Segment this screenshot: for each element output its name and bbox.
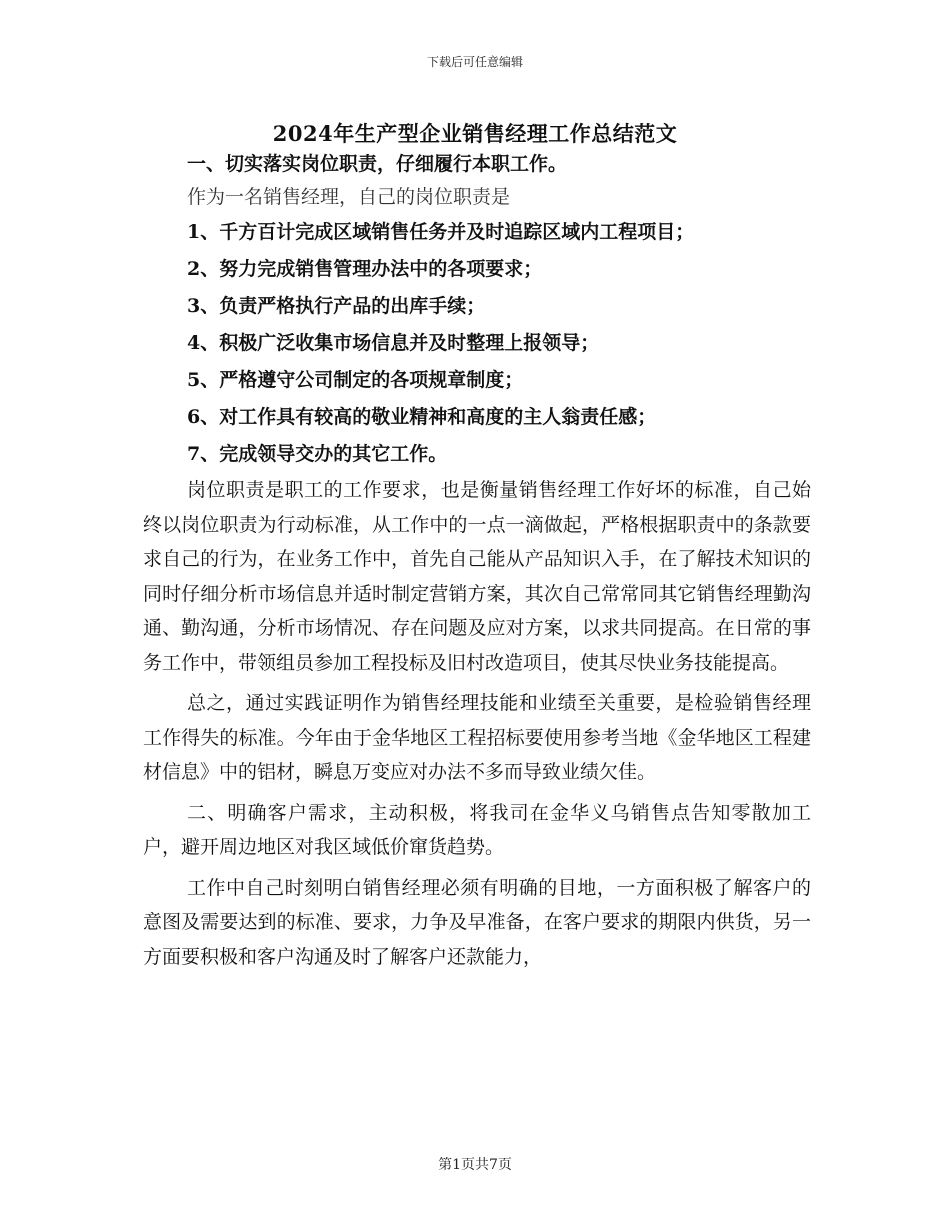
page-number: 第1页共7页 (438, 1157, 512, 1173)
page-header-note: 下载后可任意编辑 (426, 55, 523, 69)
body-paragraph: 工作中自己时刻明白销售经理必须有明确的目地，一方面积极了解客户的意图及需要达到的标准、要求，力争及早准备，在客户要求的期限内供货，另一方面要积极和客户沟通及时了解客户还款能力， (143, 876, 811, 968)
duty-item: 7、完成领导交办的其它工作。 (187, 443, 448, 465)
duty-item: 6、对工作具有较高的敬业精神和高度的主人翁责任感； (187, 406, 657, 428)
body-paragraph: 岗位职责是职工的工作要求，也是衡量销售经理工作好坏的标准，自己始终以岗位职责为行动标准，从工作中的一点一滴做起，严格根据职责中的条款要求自己的行为，在业务工作中，首先自己能从产品知识入手，在了解技术知识的同时仔细分析市场信息并适时制定营销方案，其次自己常常同其它销售经理勤沟通、勤沟通，分析市场情况、存在问题及应对方案，以求共同提高。在日常的事务工作中，带领组员参加工程投标及旧村改造项目，使其尽快业务技能提高。 (143, 479, 811, 674)
duty-item: 3、负责严格执行产品的出库手续； (187, 295, 486, 317)
document-body (143, 148, 811, 974)
document-title: 2024年生产型企业销售经理工作总结范文 (272, 121, 678, 146)
duty-item: 5、严格遵守公司制定的各项规章制度； (187, 369, 524, 391)
duty-item: 2、努力完成销售管理办法中的各项要求； (187, 258, 543, 280)
duty-item: 4、积极广泛收集市场信息并及时整理上报领导； (187, 332, 600, 354)
body-paragraph: 总之，通过实践证明作为销售经理技能和业绩至关重要，是检验销售经理工作得失的标准。今年由于金华地区工程招标要使用参考当地《金华地区工程建材信息》中的铝材，瞬息万变应对办法不多而导致业绩欠佳。 (143, 692, 811, 783)
duty-item: 1、千方百计完成区域销售任务并及时追踪区域内工程项目； (187, 221, 695, 243)
body-paragraph: 二、明确客户需求，主动积极，将我司在金华义乌销售点告知零散加工户，避开周边地区对我区域低价窜货趋势。 (143, 801, 811, 858)
section-heading: 一、切实落实岗位职责，仔细履行本职工作。 (187, 153, 568, 175)
intro-line: 作为一名销售经理，自己的岗位职责是 (187, 186, 511, 208)
